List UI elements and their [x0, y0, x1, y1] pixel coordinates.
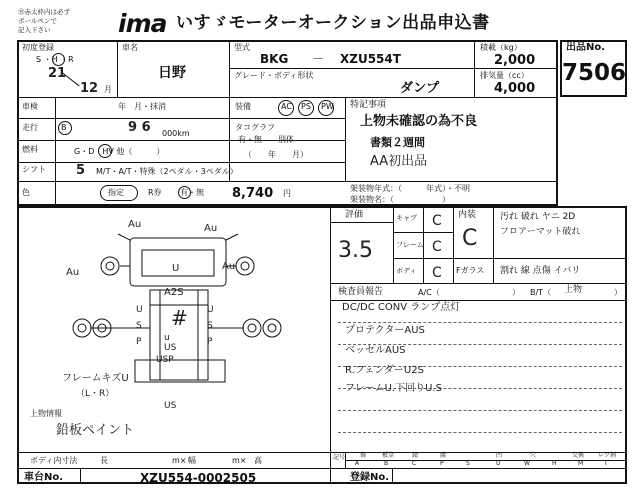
- r-yen: 円: [283, 189, 291, 198]
- chassis-value: XZU554-0002505: [140, 471, 257, 485]
- equip-name-label: 架装物名：（ ）: [350, 195, 450, 204]
- mark-au-3: Au: [66, 267, 80, 278]
- r-amount: 8,740: [232, 186, 274, 201]
- color-value: 指定: [108, 188, 124, 197]
- model-dash: －: [312, 52, 325, 66]
- eval-value: 3.5: [338, 238, 373, 263]
- tacho-date: （ 年 月）: [244, 150, 308, 159]
- wheel-rl1: [73, 319, 91, 337]
- ac-label: A/C（: [418, 288, 440, 297]
- ac-close: ）: [512, 288, 520, 297]
- frame-note: フレームキズU: [62, 373, 129, 384]
- era-options: S ・H ・R: [36, 55, 74, 64]
- shift-label: シフト: [22, 165, 46, 174]
- legend-code-p: P: [440, 460, 444, 467]
- interior-notes-label: 汚れ 破れ ヤニ 2D: [500, 212, 576, 222]
- mileage-b: B: [61, 123, 67, 132]
- frame-outline: [150, 287, 208, 380]
- grade-value: ダンプ: [400, 81, 440, 96]
- ima-logo: ima: [118, 9, 167, 38]
- equipment-label: 装備: [235, 102, 251, 111]
- legend-header-1: 傷: [360, 452, 367, 459]
- legend-header-4: 腐: [440, 452, 447, 459]
- dim-width: 幅: [188, 456, 196, 465]
- body-value: C: [432, 265, 442, 281]
- grade-label: グレード・ボディ形状: [234, 71, 314, 80]
- exhibit-no-label: 出品No.: [566, 42, 606, 53]
- inspection-label: 車検: [22, 102, 38, 111]
- mark-p-2: P: [207, 337, 213, 347]
- dim-height: 高: [254, 456, 262, 465]
- mark-s-2: S: [207, 321, 213, 331]
- report-line-1: DC/DC CONV ランプ点灯: [342, 302, 461, 313]
- cab-label: キャブ: [396, 214, 417, 222]
- legend-code-t: T: [604, 460, 608, 467]
- legend-code-s: S: [466, 460, 470, 467]
- bt-label: B/T（: [530, 288, 552, 297]
- dim-long-unit: m×: [172, 456, 187, 465]
- frame-note-lr: （L・R）: [76, 389, 115, 399]
- mileage-unit: 000km: [162, 129, 190, 138]
- legend-code-a: A: [355, 460, 360, 467]
- interior-value: C: [462, 226, 478, 251]
- upper-info-label: 上物情報: [30, 409, 62, 418]
- displacement-label: 排気量（cc）: [480, 71, 529, 80]
- header-note: ⑮赤太枠内は必ず ボールペンで 記入下さい: [18, 8, 70, 34]
- legend-header-8: レツ割: [598, 452, 617, 459]
- frame-label: フレーム: [396, 241, 424, 249]
- mark-au-1: Au: [128, 219, 142, 230]
- bt-value: 上物: [564, 285, 583, 295]
- mark-au-4: Au: [222, 261, 236, 272]
- form-title: いすゞモーターオークション出品申込書: [176, 13, 490, 33]
- legend-header-7: 交換: [572, 452, 585, 459]
- body-label: ボディ: [396, 267, 417, 275]
- interior-notes-hand: フロアーマット破れ: [500, 227, 581, 237]
- fuel-d-circle: [98, 144, 112, 158]
- mark-u-4: U: [207, 305, 214, 315]
- report-title: 検査員報告: [338, 287, 384, 297]
- frame-value: C: [432, 239, 442, 255]
- car-name: 日野: [158, 65, 186, 81]
- dim-long: 長: [100, 456, 108, 465]
- mark-us-1: US: [164, 343, 177, 353]
- legend-code-c: C: [412, 460, 417, 467]
- glass-options: 割れ 線 点傷 イバリ: [500, 266, 581, 276]
- mark-a2s: A2S: [164, 287, 184, 298]
- wheel-fl: [101, 257, 119, 275]
- displacement-value: 4,000: [494, 81, 536, 96]
- report-line-3: ベッセルAUS: [345, 345, 406, 356]
- legend-code-u: U: [496, 460, 501, 467]
- legend-header-3: 錆: [412, 452, 419, 459]
- equipment-ps: PS: [301, 102, 311, 111]
- mark-p-1: P: [136, 337, 142, 347]
- mark-u-1: U: [172, 263, 180, 274]
- report-line-2: プロテクターAUS: [345, 325, 425, 336]
- shift-options: M/T・A/T・特殊（2ペダル・3ペダル）: [96, 167, 238, 176]
- legend-header-6: 穴: [530, 452, 537, 459]
- r-yes-circle: [178, 186, 191, 199]
- remark-2: 書類２週間: [370, 136, 425, 149]
- upper-info-text: 鉛板ペイント: [56, 423, 135, 438]
- r-ticket-options: 有・無: [180, 188, 204, 197]
- mark-usp: USP: [156, 355, 174, 365]
- model-label: 型式: [234, 43, 250, 52]
- first-reg-month: 12: [80, 81, 99, 96]
- first-reg-year: 21: [48, 66, 67, 81]
- bt-close: ）: [614, 288, 622, 297]
- wheel-rr1: [243, 319, 261, 337]
- mark-au-2: Au: [204, 223, 218, 234]
- cab-value: C: [432, 213, 442, 229]
- equipment-pw: PW: [321, 102, 334, 111]
- eval-label: 評価: [345, 210, 364, 220]
- legend-code-h: H: [552, 460, 557, 467]
- equip-year-label: 架装物年式：（ 年式）・不明: [350, 184, 470, 193]
- mark-hash: #: [171, 306, 188, 330]
- mileage-digits: 9 6: [128, 120, 151, 135]
- chassis-label: 車台No.: [24, 472, 64, 483]
- mark-s-1: S: [136, 321, 142, 331]
- remarks-label: 特記事項: [350, 100, 387, 110]
- wheel-rr2: [263, 319, 281, 337]
- shift-value: 5: [76, 163, 86, 178]
- truck-diagram: [30, 210, 325, 395]
- capacity-label: 積載（kg）: [480, 43, 522, 52]
- remark-1: 上物未確認の為不良: [360, 114, 478, 129]
- legend-header-5: 凹: [496, 452, 503, 459]
- wheel-fr: [236, 257, 254, 275]
- glass-label: Fガラス: [456, 266, 485, 275]
- reg-label: 登録No.: [350, 472, 390, 483]
- legend-code-w: W: [524, 460, 530, 467]
- legend-code-m: M: [578, 460, 584, 467]
- cab-outline: [130, 238, 226, 286]
- legend-code-b: B: [384, 460, 389, 467]
- equipment-ac: AC: [281, 102, 292, 111]
- fuel-label: 燃料: [22, 145, 38, 154]
- legend-header-0: 記号: [333, 454, 346, 461]
- tacho-options: 有・無 別体: [238, 135, 294, 144]
- r-ticket-label: R券: [148, 188, 162, 197]
- tacho-label: タコグラフ: [235, 123, 275, 132]
- report-line-4: R.フェンダーU2S: [345, 365, 424, 376]
- car-name-label: 車名: [122, 43, 138, 52]
- first-reg-label: 初度登録: [22, 43, 54, 52]
- color-label: 色: [22, 188, 30, 197]
- report-line-5: フレームU.下回りU.S: [345, 383, 442, 394]
- mileage-label: 走行: [22, 123, 38, 132]
- interior-label: 内装: [458, 210, 477, 220]
- legend-header-2: 板金: [382, 452, 395, 459]
- remark-3: AA初出品: [370, 154, 428, 169]
- dim-width-unit: m×: [232, 456, 247, 465]
- mark-u-3: u: [164, 333, 170, 343]
- mark-u-2: U: [136, 305, 143, 315]
- inspection-text: 年 月・抹消: [118, 102, 166, 111]
- model-code: XZU554T: [340, 52, 401, 66]
- fuel-options: G・D HV 他（ ）: [74, 147, 165, 156]
- model-prefix: BKG: [260, 52, 289, 66]
- body-dim-label: ボディ内寸法: [30, 456, 78, 465]
- month-suffix: 月: [104, 85, 112, 94]
- mark-us-2: US: [164, 401, 177, 411]
- era-h-circle: [52, 53, 65, 66]
- capacity-value: 2,000: [494, 53, 536, 68]
- exhibit-no: 7506: [562, 60, 627, 86]
